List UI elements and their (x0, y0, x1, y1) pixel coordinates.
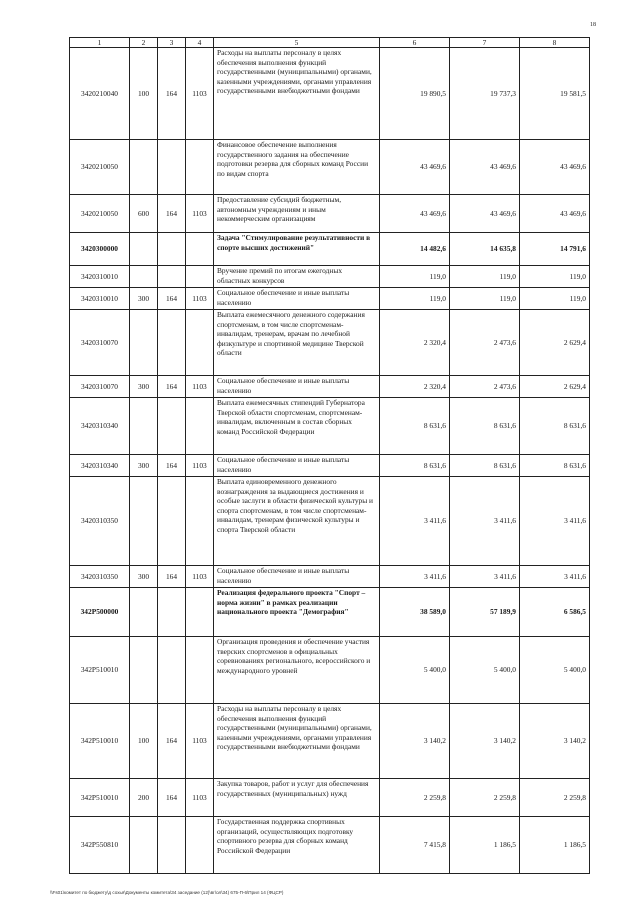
cell-col3 (158, 637, 186, 704)
cell-code: 3420310340 (70, 455, 130, 477)
cell-col4: 1103 (186, 288, 214, 310)
cell-code: 3420310350 (70, 566, 130, 588)
cell-col2 (130, 477, 158, 566)
budget-table (69, 37, 590, 874)
cell-description: Финансовое обеспечение выполнения государственного задания на обеспечение подготовки резерва для сборных команд России по видам спорта (214, 140, 380, 195)
cell-value-7: 8 631,6 (450, 398, 520, 455)
table-row (70, 398, 590, 455)
cell-value-6: 3 411,6 (380, 566, 450, 588)
cell-value-6: 7 415,8 (380, 817, 450, 874)
cell-value-7: 43 469,6 (450, 140, 520, 195)
cell-value-8: 3 140,2 (520, 704, 590, 779)
table-header-row (70, 38, 590, 48)
column-header: 1 (70, 38, 130, 48)
cell-description: Выплата единовременного денежного вознаграждения за выдающиеся достижения и особые заслуги в области физической культуры и спорта спортсменам, в том числе спортсменам-инвалидам, тренерам физической культуры и спорта Тверской области (214, 477, 380, 566)
cell-value-7: 19 737,3 (450, 48, 520, 140)
table-row (70, 817, 590, 874)
cell-value-7: 8 631,6 (450, 455, 520, 477)
cell-col4 (186, 637, 214, 704)
cell-code: 342P550810 (70, 817, 130, 874)
cell-col4: 1103 (186, 48, 214, 140)
cell-col4 (186, 140, 214, 195)
cell-col4: 1103 (186, 704, 214, 779)
table-row (70, 310, 590, 376)
cell-col3 (158, 588, 186, 637)
cell-col3: 164 (158, 376, 186, 398)
table-row (70, 566, 590, 588)
cell-value-7: 1 186,5 (450, 817, 520, 874)
cell-value-6: 8 631,6 (380, 398, 450, 455)
cell-description: Организация проведения и обеспечение участия тверских спортсменов в официальных соревнованиях регионального, всероссийского и международного уровней (214, 637, 380, 704)
cell-value-8: 5 400,0 (520, 637, 590, 704)
cell-description: Социальное обеспечение и иные выплаты населению (214, 376, 380, 398)
cell-col4 (186, 477, 214, 566)
cell-value-6: 119,0 (380, 266, 450, 288)
cell-value-8: 119,0 (520, 288, 590, 310)
cell-description: Реализация федерального проекта "Спорт – норма жизни" в рамках реализации национального проекта "Демография" (214, 588, 380, 637)
column-header: 6 (380, 38, 450, 48)
cell-description: Выплата ежемесячных стипендий Губернатора Тверской области спортсменам, спортсменам-инвалидам, включенным в состав сборных команд Российской Федерации (214, 398, 380, 455)
cell-value-7: 57 189,9 (450, 588, 520, 637)
cell-code: 3420310340 (70, 398, 130, 455)
cell-value-7: 2 473,6 (450, 310, 520, 376)
table-row (70, 637, 590, 704)
cell-col4: 1103 (186, 779, 214, 817)
cell-value-8: 8 631,6 (520, 398, 590, 455)
cell-col3: 164 (158, 566, 186, 588)
cell-col3 (158, 233, 186, 266)
cell-col3 (158, 310, 186, 376)
footer-file-path: \\Fs01\комитет по бюджету\д сохья\Документы комитета\34 заседание (12)\вг\ол\34) 675-П-6\Прил 14 (ФЦСР) (50, 890, 284, 895)
table-row (70, 266, 590, 288)
cell-col2 (130, 266, 158, 288)
cell-col2: 100 (130, 48, 158, 140)
cell-col3: 164 (158, 48, 186, 140)
column-header: 8 (520, 38, 590, 48)
cell-col2: 600 (130, 195, 158, 233)
cell-col4: 1103 (186, 566, 214, 588)
table-row (70, 195, 590, 233)
cell-value-6: 3 140,2 (380, 704, 450, 779)
cell-value-7: 5 400,0 (450, 637, 520, 704)
cell-code: 3420310010 (70, 288, 130, 310)
cell-code: 342P510010 (70, 637, 130, 704)
cell-value-7: 43 469,6 (450, 195, 520, 233)
cell-value-6: 8 631,6 (380, 455, 450, 477)
cell-col3: 164 (158, 455, 186, 477)
cell-code: 3420210050 (70, 140, 130, 195)
cell-code: 3420210040 (70, 48, 130, 140)
cell-col3 (158, 266, 186, 288)
cell-value-6: 2 320,4 (380, 376, 450, 398)
table-row (70, 288, 590, 310)
cell-description: Социальное обеспечение и иные выплаты населению (214, 566, 380, 588)
cell-value-8: 6 586,5 (520, 588, 590, 637)
cell-col2 (130, 637, 158, 704)
cell-value-6: 19 890,5 (380, 48, 450, 140)
cell-col3 (158, 398, 186, 455)
cell-value-7: 119,0 (450, 288, 520, 310)
table-row (70, 140, 590, 195)
cell-description: Расходы на выплаты персоналу в целях обеспечения выполнения функций государственными (муниципальными) органами, казенными учреждениями, органами управления государственными внебюджетными фондами (214, 704, 380, 779)
cell-col3 (158, 817, 186, 874)
table-row (70, 704, 590, 779)
cell-value-7: 3 140,2 (450, 704, 520, 779)
cell-col2 (130, 140, 158, 195)
page-number: 18 (590, 22, 596, 28)
cell-code: 342P500000 (70, 588, 130, 637)
cell-description: Вручение премий по итогам ежегодных областных конкурсов (214, 266, 380, 288)
cell-value-8: 43 469,6 (520, 195, 590, 233)
cell-value-8: 43 469,6 (520, 140, 590, 195)
cell-description: Выплата ежемесячного денежного содержания спортсменам, в том числе спортсменам-инвалидам, тренерам, врачам по лечебной физкультуре и спортивной медицине Тверской области (214, 310, 380, 376)
cell-col4 (186, 233, 214, 266)
cell-col2: 100 (130, 704, 158, 779)
cell-code: 3420210050 (70, 195, 130, 233)
cell-value-8: 19 581,5 (520, 48, 590, 140)
cell-value-6: 38 589,0 (380, 588, 450, 637)
cell-value-6: 119,0 (380, 288, 450, 310)
column-header: 3 (158, 38, 186, 48)
column-header: 7 (450, 38, 520, 48)
cell-value-8: 119,0 (520, 266, 590, 288)
cell-value-8: 3 411,6 (520, 477, 590, 566)
cell-col3 (158, 477, 186, 566)
cell-col2: 300 (130, 288, 158, 310)
table-row (70, 376, 590, 398)
cell-col4: 1103 (186, 195, 214, 233)
column-header: 5 (214, 38, 380, 48)
cell-value-7: 14 635,8 (450, 233, 520, 266)
table-row (70, 455, 590, 477)
table-row (70, 588, 590, 637)
cell-code: 3420310070 (70, 310, 130, 376)
cell-value-8: 2 629,4 (520, 376, 590, 398)
cell-value-6: 43 469,6 (380, 195, 450, 233)
cell-col2: 300 (130, 566, 158, 588)
cell-value-6: 5 400,0 (380, 637, 450, 704)
cell-code: 342P510010 (70, 704, 130, 779)
cell-col3: 164 (158, 195, 186, 233)
table-row (70, 477, 590, 566)
cell-value-7: 3 411,6 (450, 477, 520, 566)
cell-value-7: 2 473,6 (450, 376, 520, 398)
cell-col4: 1103 (186, 455, 214, 477)
cell-col3: 164 (158, 779, 186, 817)
cell-description: Государственная поддержка спортивных организаций, осуществляющих подготовку спортивного резерва для сборных команд Российской Федерации (214, 817, 380, 874)
table-row (70, 233, 590, 266)
cell-value-8: 2 629,4 (520, 310, 590, 376)
column-header: 4 (186, 38, 214, 48)
cell-value-8: 8 631,6 (520, 455, 590, 477)
cell-value-8: 3 411,6 (520, 566, 590, 588)
cell-col2 (130, 233, 158, 266)
cell-description: Задача "Стимулирование результативности в спорте высших достижений" (214, 233, 380, 266)
cell-col2 (130, 398, 158, 455)
cell-value-6: 43 469,6 (380, 140, 450, 195)
cell-value-7: 119,0 (450, 266, 520, 288)
cell-value-6: 2 320,4 (380, 310, 450, 376)
cell-description: Расходы на выплаты персоналу в целях обеспечения выполнения функций государственными (муниципальными) органами, казенными учреждениями, органами управления государственными внебюджетными фондами (214, 48, 380, 140)
cell-col4 (186, 588, 214, 637)
cell-value-6: 14 482,6 (380, 233, 450, 266)
cell-code: 342P510010 (70, 779, 130, 817)
table-row (70, 779, 590, 817)
cell-value-6: 3 411,6 (380, 477, 450, 566)
column-header: 2 (130, 38, 158, 48)
cell-col4 (186, 310, 214, 376)
cell-value-8: 1 186,5 (520, 817, 590, 874)
cell-col2 (130, 817, 158, 874)
cell-code: 3420310010 (70, 266, 130, 288)
cell-value-7: 2 259,8 (450, 779, 520, 817)
cell-col2: 200 (130, 779, 158, 817)
cell-code: 3420310350 (70, 477, 130, 566)
cell-description: Социальное обеспечение и иные выплаты населению (214, 455, 380, 477)
cell-value-8: 14 791,6 (520, 233, 590, 266)
cell-col3 (158, 140, 186, 195)
cell-col3: 164 (158, 704, 186, 779)
cell-col3: 164 (158, 288, 186, 310)
table-row (70, 48, 590, 140)
cell-code: 3420310070 (70, 376, 130, 398)
cell-description: Социальное обеспечение и иные выплаты населению (214, 288, 380, 310)
cell-col4: 1103 (186, 376, 214, 398)
cell-description: Предоставление субсидий бюджетным, автономным учреждениям и иным некоммерческим организациям (214, 195, 380, 233)
cell-col4 (186, 398, 214, 455)
cell-col2 (130, 310, 158, 376)
cell-col4 (186, 817, 214, 874)
cell-value-7: 3 411,6 (450, 566, 520, 588)
cell-code: 3420300000 (70, 233, 130, 266)
cell-value-6: 2 259,8 (380, 779, 450, 817)
cell-col2 (130, 588, 158, 637)
cell-description: Закупка товаров, работ и услуг для обеспечения государственных (муниципальных) нужд (214, 779, 380, 817)
cell-col4 (186, 266, 214, 288)
cell-col2: 300 (130, 376, 158, 398)
cell-value-8: 2 259,8 (520, 779, 590, 817)
cell-col2: 300 (130, 455, 158, 477)
